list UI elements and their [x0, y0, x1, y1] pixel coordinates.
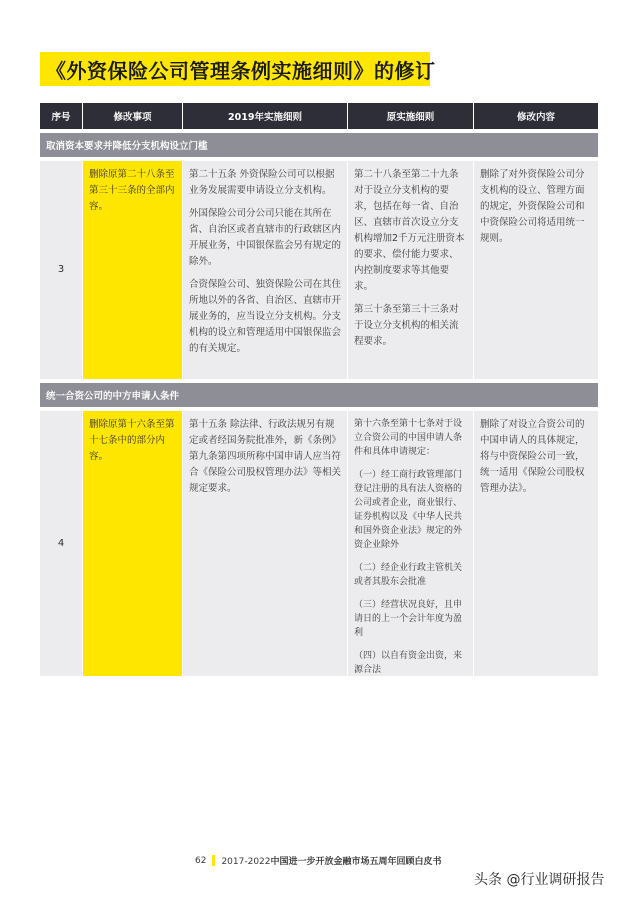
old-rule-paragraph: （二）经企业行政主管机关或者其股东会批准 [354, 563, 463, 587]
table-header [40, 103, 598, 129]
row-number: 3 [40, 161, 83, 379]
old-rule-paragraph: （三）经营状况良好，且申请日的上一个会计年度为盈利 [354, 600, 463, 638]
row-item [83, 411, 183, 676]
title-banner [40, 52, 436, 86]
section-label: 取消资本要求并降低分支机构设立门槛 [40, 133, 598, 157]
new-rule-paragraph: 第十五条 除法律、行政法规另有规定或者经国务院批准外，新《条例》第九条第四项所称中国申请人应当符合《保险公司股权管理办法》等相关规定要求。 [189, 419, 342, 494]
table-row [40, 411, 598, 676]
new-rule-paragraph: 外国保险公司分公司只能在其所在省、自治区或者直辖市的行政辖区内开展业务，中国银保监会另有规定的除外。 [189, 208, 342, 267]
old-rule-paragraph: 第二十八条至第二十九条对于设立分支机构的要求，包括在每一省、自治区、直辖市首次设立分支机构增加2千万元注册资本的要求、偿付能力要求、内控制度要求等其他要求。 [354, 169, 465, 292]
header-old-rules: 原实施细则 [348, 103, 474, 129]
header-number: 序号 [40, 103, 83, 129]
section-label: 统一合资公司的中方申请人条件 [40, 383, 598, 407]
row-old-rules [348, 411, 474, 676]
row-changes [474, 161, 598, 379]
changes-text: 删除了对外资保险公司分支机构的设立、管理方面的规定，外资保险公司和中资保险公司将适用统一规则。 [480, 169, 585, 244]
header-changes: 修改内容 [516, 112, 555, 123]
row-old-rules [348, 161, 474, 379]
row-changes [474, 411, 598, 676]
item-text: 删除原第二十八条至第三十三条的全部内容。 [89, 169, 175, 212]
header-new-rules: 2019年实施细则 [183, 103, 348, 129]
page-title: 《外资保险公司管理条例实施细则》的修订 [46, 58, 436, 83]
table-row [40, 161, 598, 379]
row-item [83, 161, 183, 379]
new-rule-paragraph: 第二十五条 外资保险公司可以根据业务发展需要申请设立分支机构。 [189, 169, 335, 196]
old-rule-paragraph: 第三十条至第三十三条对于设立分支机构的相关流程要求。 [354, 304, 459, 347]
row-new-rules [183, 161, 348, 379]
footer-title [221, 854, 441, 867]
footer-report-title: 中国进一步开放金融市场五周年回顾白皮书 [270, 857, 442, 867]
footer-prefix: 2017-2022 [221, 857, 271, 867]
item-text: 删除原第十六条至第十七条中的部分内容。 [89, 419, 175, 462]
new-rule-paragraph: 合资保险公司、独资保险公司在其住所地以外的各省、自治区、直辖市开展业务的，应当设立分支机构。分支机构的设立和管理适用中国银保监会的有关规定。 [189, 279, 342, 354]
old-rule-paragraph: （四）以自有资金出资，来源合法 [354, 651, 463, 675]
watermark: 头条 @行业调研报告 [474, 872, 605, 888]
row-number: 4 [40, 411, 83, 676]
revision-table [40, 103, 598, 676]
changes-text: 删除了对设立合资公司的中国申请人的具体规定，将与中资保险公司一致，统一适用《保险公司股权管理办法》。 [480, 419, 585, 494]
page-number: 62 [195, 855, 207, 866]
old-rule-paragraph: 第十六条至第十七条对于设立合资公司的中国申请人条件和具体申请规定： [354, 419, 463, 457]
header-item: 修改事项 [83, 103, 183, 129]
old-rule-paragraph: （一）经工商行政管理部门登记注册的具有法人资格的公司或者企业，商业银行、证券机构以及《中华人民共和国外资企业法》规定的外资企业除外 [354, 470, 463, 550]
page-footer [195, 854, 442, 867]
row-new-rules [183, 411, 348, 676]
footer-accent-bar [212, 855, 215, 866]
